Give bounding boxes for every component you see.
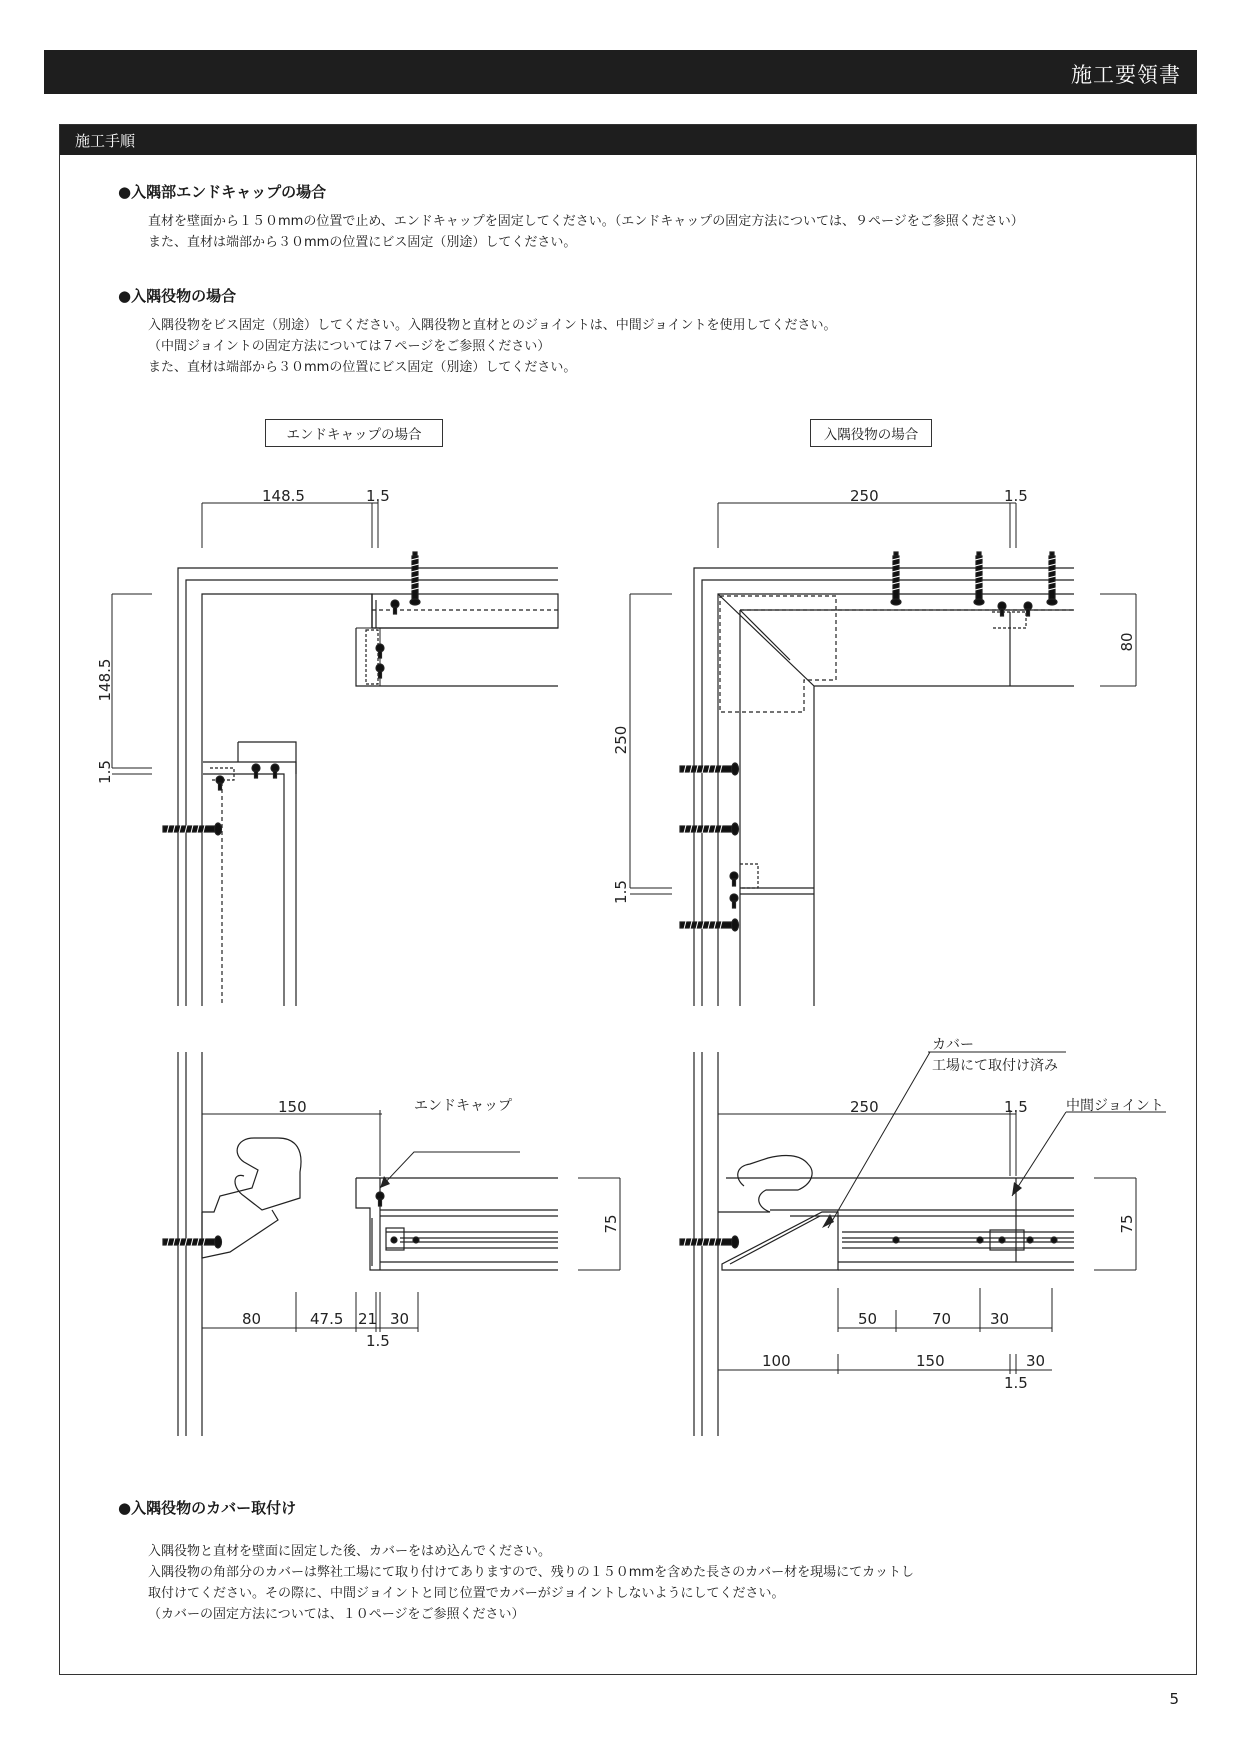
para-cover xyxy=(148,1541,914,1625)
text-line: 入隅役物の角部分のカバーは弊社工場にて取り付けてありますので、残りの１５０mmを含めた長さのカバー材を現場にてカットし xyxy=(148,1565,914,1580)
dim-text: 1.5 xyxy=(1004,1374,1028,1392)
dim-lines-section-endcap xyxy=(202,1110,620,1332)
text-line: また、直材は端部から３０mmの位置にビス固定（別途）してください。 xyxy=(148,235,577,250)
dim-text: 1.5 xyxy=(1004,487,1028,505)
dim-text: 80 xyxy=(1118,632,1136,652)
document-title: 施工要領書 xyxy=(1071,63,1181,87)
dim-text: 50 xyxy=(858,1310,878,1328)
dim-lines-plan-corner xyxy=(630,503,1136,894)
dim-text: 75 xyxy=(1118,1214,1136,1234)
dim-text: 1.5 xyxy=(366,1332,390,1350)
diagram-label-endcap: エンドキャップの場合 xyxy=(265,419,443,447)
dim-text: 30 xyxy=(990,1310,1010,1328)
text-line: また、直材は端部から３０mmの位置にビス固定（別途）してください。 xyxy=(148,360,577,375)
text-line: 入隅役物と直材を壁面に固定した後、カバーをはめ込んでください。 xyxy=(148,1544,552,1559)
callout-endcap: エンドキャップ xyxy=(414,1098,512,1114)
dim-text: 80 xyxy=(242,1310,262,1328)
heading-cover: ●入隅役物のカバー取付け xyxy=(118,1499,297,1517)
dim-text: 1.5 xyxy=(612,880,630,904)
dim-text: 250 xyxy=(850,487,879,505)
dim-text: 250 xyxy=(612,725,630,755)
dim-text: 150 xyxy=(916,1352,945,1370)
text-line: （中間ジョイントの固定方法については７ページをご参照ください） xyxy=(148,339,551,354)
heading-corner-piece: ●入隅役物の場合 xyxy=(118,287,237,305)
dim-text: 30 xyxy=(1026,1352,1046,1370)
callout-joint: 中間ジョイント xyxy=(1066,1098,1164,1114)
text-line: （カバーの固定方法については、１０ページをご参照ください） xyxy=(148,1607,525,1622)
dim-text: 75 xyxy=(602,1214,620,1234)
dim-lines-plan-endcap xyxy=(112,500,378,774)
plan-endcap xyxy=(178,568,558,1006)
dim-text: 150 xyxy=(278,1098,307,1116)
dim-text: 148.5 xyxy=(96,658,114,702)
dim-text: 148.5 xyxy=(262,487,305,505)
dim-text: 1.5 xyxy=(96,760,114,784)
text-line: 取付けてください。その際に、中間ジョイントと同じ位置でカバーがジョイントしないようにしてください。 xyxy=(148,1586,785,1601)
text-line: 直材を壁面から１５０mmの位置で止め、エンドキャップを固定してください。（エンドキャップの固定方法については、９ページをご参照ください） xyxy=(148,214,1024,229)
diagram-label-corner: 入隅役物の場合 xyxy=(810,419,932,447)
dim-text: 1.5 xyxy=(1004,1098,1028,1116)
dim-text: 1.5 xyxy=(366,487,390,505)
dim-text: 100 xyxy=(762,1352,791,1370)
section-title: 施工手順 xyxy=(75,132,136,150)
dim-text: 47.5 xyxy=(310,1310,344,1328)
text-line: 入隅役物をビス固定（別途）してください。入隅役物と直材とのジョイントは、中間ジョイントを使用してください。 xyxy=(148,318,837,333)
callout-cover: カバー xyxy=(932,1037,974,1053)
plan-corner xyxy=(694,568,1074,1006)
dim-text: 30 xyxy=(390,1310,410,1328)
callout-cover-note: 工場にて取付け済み xyxy=(932,1058,1058,1074)
heading-endcap: ●入隅部エンドキャップの場合 xyxy=(118,183,327,201)
dim-text: 250 xyxy=(850,1098,879,1116)
page-number: 5 xyxy=(1169,1690,1179,1708)
dim-text: 21 xyxy=(358,1310,378,1328)
dim-text: 70 xyxy=(932,1310,952,1328)
